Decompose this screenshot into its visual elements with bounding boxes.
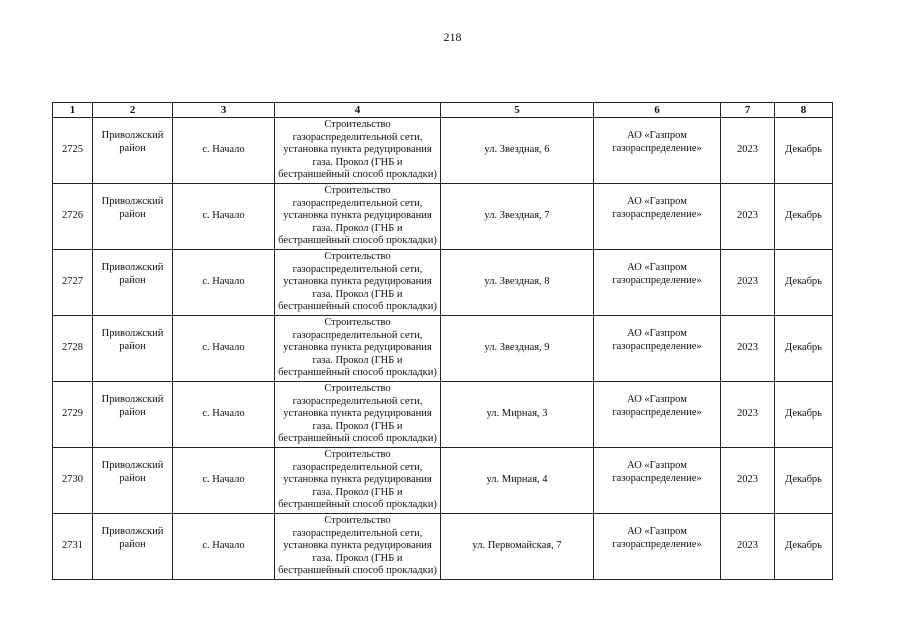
locality-cell: с. Начало — [173, 382, 275, 448]
organization-text: АО «Газпром газораспределение» — [612, 328, 702, 352]
year-cell: 2023 — [721, 118, 775, 184]
address-cell: ул. Звездная, 9 — [441, 316, 594, 382]
locality-cell: с. Начало — [173, 250, 275, 316]
column-header: 4 — [275, 103, 441, 118]
month-cell: Декабрь — [775, 118, 833, 184]
column-header: 2 — [93, 103, 173, 118]
work-description-cell: Строительство газораспределительной сети, установка пункта редуцирования газа. Прокол (ГНБ и бестраншейный способ прокладки) — [275, 250, 441, 316]
year-cell: 2023 — [721, 382, 775, 448]
year-cell: 2023 — [721, 250, 775, 316]
district-text: Приволжский район — [101, 328, 164, 352]
year-cell: 2023 — [721, 448, 775, 514]
table-row — [53, 118, 833, 184]
table-row — [53, 514, 833, 580]
organization-cell — [594, 316, 721, 382]
month-cell: Декабрь — [775, 514, 833, 580]
address-cell: ул. Звездная, 6 — [441, 118, 594, 184]
row-number: 2728 — [53, 316, 93, 382]
table-row — [53, 382, 833, 448]
year-cell: 2023 — [721, 514, 775, 580]
locality-cell: с. Начало — [173, 448, 275, 514]
column-header: 3 — [173, 103, 275, 118]
row-number: 2729 — [53, 382, 93, 448]
district-cell — [93, 448, 173, 514]
address-cell: ул. Звездная, 7 — [441, 184, 594, 250]
work-description-cell: Строительство газораспределительной сети, установка пункта редуцирования газа. Прокол (ГНБ и бестраншейный способ прокладки) — [275, 448, 441, 514]
work-description-cell: Строительство газораспределительной сети, установка пункта редуцирования газа. Прокол (ГНБ и бестраншейный способ прокладки) — [275, 514, 441, 580]
locality-cell: с. Начало — [173, 118, 275, 184]
district-cell — [93, 316, 173, 382]
district-text: Приволжский район — [101, 196, 164, 220]
month-cell: Декабрь — [775, 382, 833, 448]
row-number: 2725 — [53, 118, 93, 184]
month-cell: Декабрь — [775, 184, 833, 250]
table-row — [53, 184, 833, 250]
organization-cell — [594, 118, 721, 184]
year-cell: 2023 — [721, 316, 775, 382]
row-number: 2730 — [53, 448, 93, 514]
row-number: 2731 — [53, 514, 93, 580]
work-description-cell: Строительство газораспределительной сети, установка пункта редуцирования газа. Прокол (ГНБ и бестраншейный способ прокладки) — [275, 316, 441, 382]
district-text: Приволжский район — [101, 394, 164, 418]
column-header: 8 — [775, 103, 833, 118]
table-row — [53, 250, 833, 316]
district-cell — [93, 118, 173, 184]
column-header: 1 — [53, 103, 93, 118]
district-cell — [93, 382, 173, 448]
locality-cell: с. Начало — [173, 184, 275, 250]
organization-text: АО «Газпром газораспределение» — [612, 262, 702, 286]
row-number: 2727 — [53, 250, 93, 316]
organization-text: АО «Газпром газораспределение» — [612, 130, 702, 154]
organization-cell — [594, 184, 721, 250]
address-cell: ул. Мирная, 4 — [441, 448, 594, 514]
column-header: 5 — [441, 103, 594, 118]
organization-text: АО «Газпром газораспределение» — [612, 196, 702, 220]
work-description-cell: Строительство газораспределительной сети, установка пункта редуцирования газа. Прокол (ГНБ и бестраншейный способ прокладки) — [275, 118, 441, 184]
organization-cell — [594, 250, 721, 316]
table-header-row — [53, 103, 833, 118]
organization-text: АО «Газпром газораспределение» — [612, 460, 702, 484]
locality-cell: с. Начало — [173, 316, 275, 382]
address-cell: ул. Звездная, 8 — [441, 250, 594, 316]
table-row — [53, 448, 833, 514]
month-cell: Декабрь — [775, 250, 833, 316]
work-description-cell: Строительство газораспределительной сети, установка пункта редуцирования газа. Прокол (ГНБ и бестраншейный способ прокладки) — [275, 184, 441, 250]
district-cell — [93, 514, 173, 580]
row-number: 2726 — [53, 184, 93, 250]
table-row — [53, 316, 833, 382]
address-cell: ул. Первомайская, 7 — [441, 514, 594, 580]
district-text: Приволжский район — [101, 262, 164, 286]
district-cell — [93, 184, 173, 250]
organization-cell — [594, 382, 721, 448]
organization-cell — [594, 448, 721, 514]
column-header: 6 — [594, 103, 721, 118]
page-number: 218 — [443, 30, 462, 44]
organization-text: АО «Газпром газораспределение» — [612, 526, 702, 550]
district-cell — [93, 250, 173, 316]
district-text: Приволжский район — [101, 130, 164, 154]
organization-text: АО «Газпром газораспределение» — [612, 394, 702, 418]
month-cell: Декабрь — [775, 316, 833, 382]
locality-cell: с. Начало — [173, 514, 275, 580]
organization-cell — [594, 514, 721, 580]
address-cell: ул. Мирная, 3 — [441, 382, 594, 448]
district-text: Приволжский район — [101, 526, 164, 550]
works-table — [52, 102, 833, 580]
month-cell: Декабрь — [775, 448, 833, 514]
year-cell: 2023 — [721, 184, 775, 250]
work-description-cell: Строительство газораспределительной сети, установка пункта редуцирования газа. Прокол (ГНБ и бестраншейный способ прокладки) — [275, 382, 441, 448]
district-text: Приволжский район — [101, 460, 164, 484]
column-header: 7 — [721, 103, 775, 118]
